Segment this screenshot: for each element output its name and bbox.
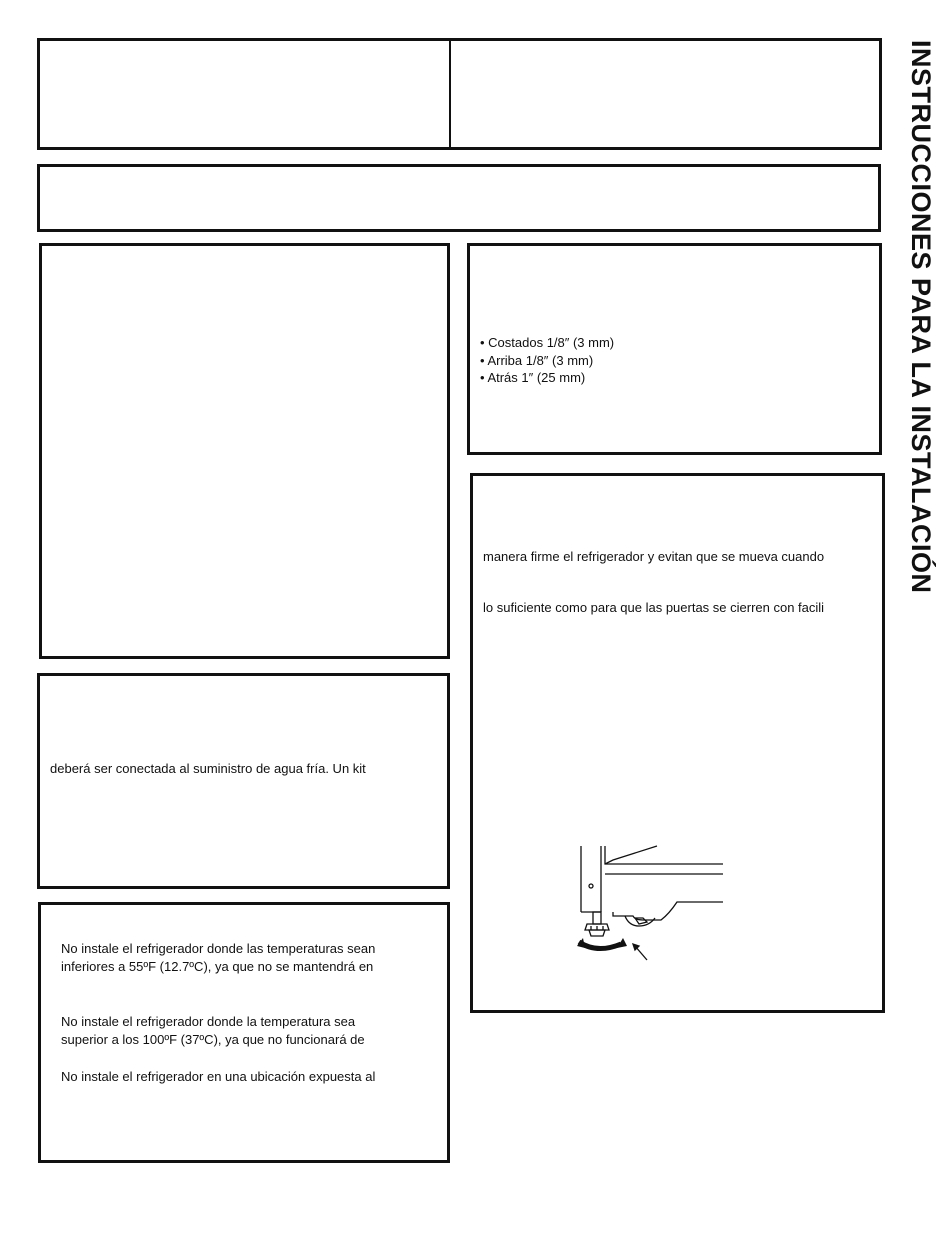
header-divider [449,41,451,147]
temp-p2-line2: superior a los 100ºF (37ºC), ya que no funcionará de [61,1032,365,1047]
leveling-line2: lo suficiente como para que las puertas se cierren con facili [483,600,825,615]
clearance-sides: • Costados 1/8″ (3 mm) [480,335,615,350]
clearances-box [467,243,882,455]
clearance-back: • Atrás 1″ (25 mm) [480,370,586,385]
water-text-line1: deberá ser conectada al suministro de agua fría. Un kit [50,761,366,776]
leveling-box [470,473,885,1013]
clearance-top: • Arriba 1/8″ (3 mm) [480,353,594,368]
leveling-line1: manera firme el refrigerador y evitan que se mueva cuando [483,549,825,564]
temp-p2-line1: No instale el refrigerador donde la temperatura sea [61,1014,356,1029]
header-box [37,38,882,150]
temp-p1-line1: No instale el refrigerador donde las temperaturas sean [61,941,376,956]
title-bar-box [37,164,881,232]
leveling-leg-illustration [573,842,733,962]
side-title: INSTRUCCIONES PARA LA INSTALACIÓN [906,40,936,594]
temp-p3-line1: No instale el refrigerador en una ubicación expuesta al [61,1069,376,1084]
location-box [39,243,450,659]
water-supply-box [37,673,450,889]
temperature-box [38,902,450,1163]
temp-p1-line2: inferiores a 55ºF (12.7ºC), ya que no se mantendrá en [61,959,374,974]
